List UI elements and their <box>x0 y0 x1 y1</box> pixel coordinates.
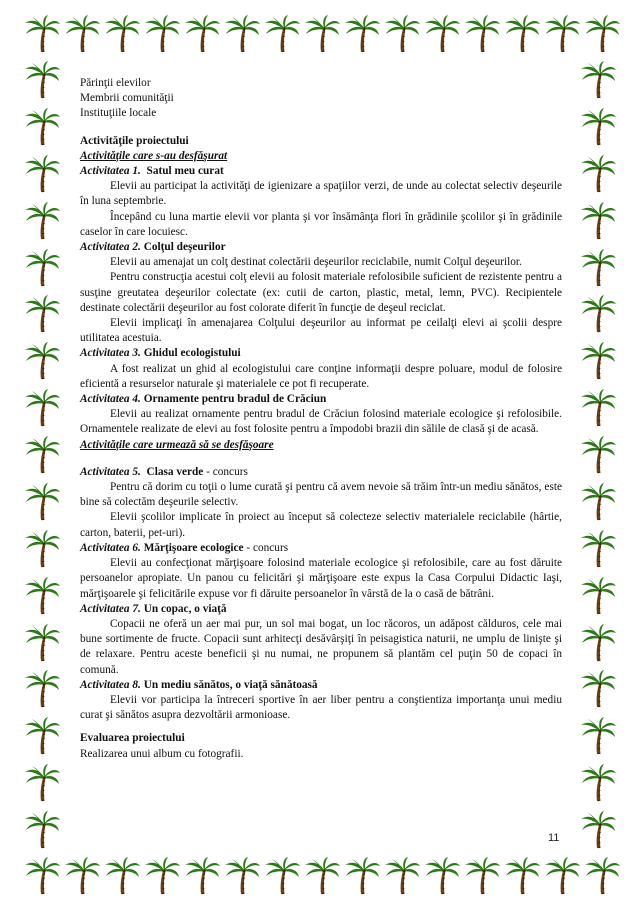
palm-tree-icon <box>578 763 618 803</box>
palm-tree-icon <box>102 14 142 54</box>
intro-line: Părinţii elevilor <box>80 77 151 89</box>
palm-tree-icon <box>22 856 62 896</box>
palm-tree-icon <box>182 856 222 896</box>
palm-tree-icon <box>578 248 618 288</box>
palm-tree-icon <box>462 14 502 54</box>
palm-tree-icon <box>262 14 302 54</box>
palm-tree-icon <box>502 856 542 896</box>
palm-tree-icon <box>578 107 618 147</box>
activity-5-paragraph: Pentru că dorim cu toţii o lume curată şi pentru că avem nevoie să trăim într-un mediu sănătos, este bine să colectăm deşeurile selectiv. <box>80 481 562 509</box>
palm-tree-icon <box>502 14 542 54</box>
activity-2-paragraph: Elevii au amenajat un colţ destinat colectării deşeurilor reciclabile, numit Colţul deşeurilor. <box>110 256 522 269</box>
activity-5-header: Activitatea 5. Clasa verde - concurs <box>80 465 248 478</box>
activity-1-paragraph: Începând cu luna martie elevii vor planta şi vor însămânţa flori în grădinile şcolilor şi în grădinile caselor în care locuiesc. <box>80 210 562 238</box>
intro-line: Instituţiile locale <box>80 107 157 120</box>
palm-border-bottom <box>22 856 618 896</box>
palm-tree-icon <box>422 14 462 54</box>
palm-tree-icon <box>142 14 182 54</box>
palm-tree-icon <box>578 388 618 428</box>
palm-tree-icon <box>582 14 622 54</box>
palm-tree-icon <box>578 716 618 756</box>
palm-tree-icon <box>578 60 618 100</box>
palm-tree-icon <box>462 856 502 896</box>
palm-tree-icon <box>578 623 618 663</box>
palm-tree-icon <box>578 201 618 241</box>
palm-tree-icon <box>22 341 62 381</box>
palm-tree-icon <box>22 201 62 241</box>
activity-7-header: Activitatea 7. Un copac, o viaţă <box>80 602 227 615</box>
palm-tree-icon <box>22 248 62 288</box>
palm-tree-icon <box>22 14 62 54</box>
activity-2-header: Activitatea 2. Colţul deşeurilor <box>80 241 226 254</box>
palm-tree-icon <box>142 856 182 896</box>
page-number: 11 <box>548 832 560 844</box>
palm-tree-icon <box>222 856 262 896</box>
palm-border-right <box>578 60 618 850</box>
palm-tree-icon <box>422 856 462 896</box>
activity-7-paragraph: Copacii ne oferă un aer mai pur, un sol mai bogat, un loc răcoros, un adăpost călduros, cele mai bune sortimente de fructe. Copacii sunt arhitecţi desăvârşiţi în peisagistica naturii, ne umplu de linişte şi de relaxare. Pentru aceste beneficii şi nu numai, ne propunem să plantăm cel puţin 50 de copaci în comună. <box>80 617 562 676</box>
activity-1-paragraph: Elevii au participat la activităţi de igienizare a spaţiilor verzi, de unde au colectat selectiv deşeurile în luna septembrie. <box>80 180 562 208</box>
activity-6-paragraph: Elevii au confecţionat mărţişoare folosind materiale ecologice şi refolosibile, care au fost dăruite persoanelor apropiate. Un panou cu felicitări şi mărţişoare este expus la Casa Corpului Didactic Iaşi, mărţişoarele şi felicitările expuse vor fi dăruite persoanelor în vârstă de la o casă de bătrâni. <box>80 557 562 600</box>
activity-4-paragraph: Elevii au realizat ornamente pentru bradul de Crăciun folosind materiale ecologice şi refolosibile. Ornamentele realizate de elevi au fost folosite pentru a împodobi brazii din sălile de clasă şi de acasă. <box>80 408 562 436</box>
section-heading-activities: Activităţile proiectului <box>80 134 189 147</box>
palm-tree-icon <box>342 856 382 896</box>
palm-tree-icon <box>262 856 302 896</box>
palm-tree-icon <box>182 14 222 54</box>
palm-tree-icon <box>22 623 62 663</box>
palm-tree-icon <box>582 856 622 896</box>
palm-tree-icon <box>578 529 618 569</box>
palm-tree-icon <box>22 294 62 334</box>
activity-8-header: Activitatea 8. Un mediu sănătos, o viaţă sănătoasă <box>80 678 318 691</box>
palm-tree-icon <box>22 388 62 428</box>
subheading-done: Activităţile care s-au desfăşurat <box>80 149 228 162</box>
palm-tree-icon <box>382 856 422 896</box>
activity-3-header: Activitatea 3. Ghidul ecologistului <box>80 347 241 360</box>
palm-tree-icon <box>578 341 618 381</box>
palm-tree-icon <box>22 529 62 569</box>
palm-tree-icon <box>22 107 62 147</box>
document-body <box>80 76 562 762</box>
activity-2-paragraph: Pentru construcţia acestui colţ elevii au folosit materiale refolosibile suficient de rezistente pentru a susţine greutatea deşeurilor colectate (ex: cutii de carton, plastic, metal, lemn, PVC). Recipientele destinate colectării deşeurilor au fost colorate diferit în funcţie de deşeul reciclat. <box>80 271 562 314</box>
palm-tree-icon <box>22 669 62 709</box>
activity-1-header: Activitatea 1. Satul meu curat <box>80 165 224 178</box>
palm-tree-icon <box>22 810 62 850</box>
palm-border-left <box>22 60 62 850</box>
palm-tree-icon <box>578 810 618 850</box>
palm-border-top <box>22 14 618 54</box>
palm-tree-icon <box>578 294 618 334</box>
palm-tree-icon <box>22 482 62 522</box>
palm-tree-icon <box>222 14 262 54</box>
palm-tree-icon <box>578 576 618 616</box>
palm-tree-icon <box>382 14 422 54</box>
palm-tree-icon <box>578 669 618 709</box>
palm-tree-icon <box>62 856 102 896</box>
subheading-future: Activităţile care urmează să se desfăşoare <box>80 438 274 451</box>
palm-tree-icon <box>22 60 62 100</box>
palm-tree-icon <box>22 435 62 475</box>
activity-5-paragraph: Elevii şcolilor implicate în proiect au început să colecteze selectiv materialele reciclabile (hârtie, carton, baterii, pet-uri). <box>80 511 562 539</box>
activity-6-header: Activitatea 6. Mărţişoare ecologice - concurs <box>80 541 289 554</box>
palm-tree-icon <box>302 856 342 896</box>
palm-tree-icon <box>542 14 582 54</box>
intro-line: Membrii comunităţii <box>80 92 174 105</box>
palm-tree-icon <box>102 856 142 896</box>
palm-tree-icon <box>22 576 62 616</box>
palm-tree-icon <box>578 482 618 522</box>
palm-tree-icon <box>542 856 582 896</box>
palm-tree-icon <box>342 14 382 54</box>
palm-tree-icon <box>578 435 618 475</box>
palm-tree-icon <box>578 154 618 194</box>
evaluation-heading: Evaluarea proiectului <box>80 732 185 745</box>
palm-tree-icon <box>302 14 342 54</box>
activity-4-header: Activitatea 4. Ornamente pentru bradul de Crăciun <box>80 393 327 406</box>
activity-2-paragraph: Elevii implicaţi în amenajarea Colţului deşeurilor au informat pe ceilalţi elevi ai şcolii despre utilitatea acestuia. <box>80 317 562 345</box>
activity-3-paragraph: A fost realizat un ghid al ecologistului care conţine informaţii despre poluare, modul de folosire eficientă a resurselor naturale şi materialele ce pot fi recuperate. <box>80 362 562 390</box>
palm-tree-icon <box>22 763 62 803</box>
activity-8-paragraph: Elevii vor participa la întreceri sportive în aer liber pentru a conştientiza importanţa unui mediu curat şi sănătos asupra dezvoltării armonioase. <box>80 693 562 722</box>
palm-tree-icon <box>62 14 102 54</box>
palm-tree-icon <box>22 154 62 194</box>
palm-tree-icon <box>22 716 62 756</box>
evaluation-text: Realizarea unui album cu fotografii. <box>80 747 244 760</box>
